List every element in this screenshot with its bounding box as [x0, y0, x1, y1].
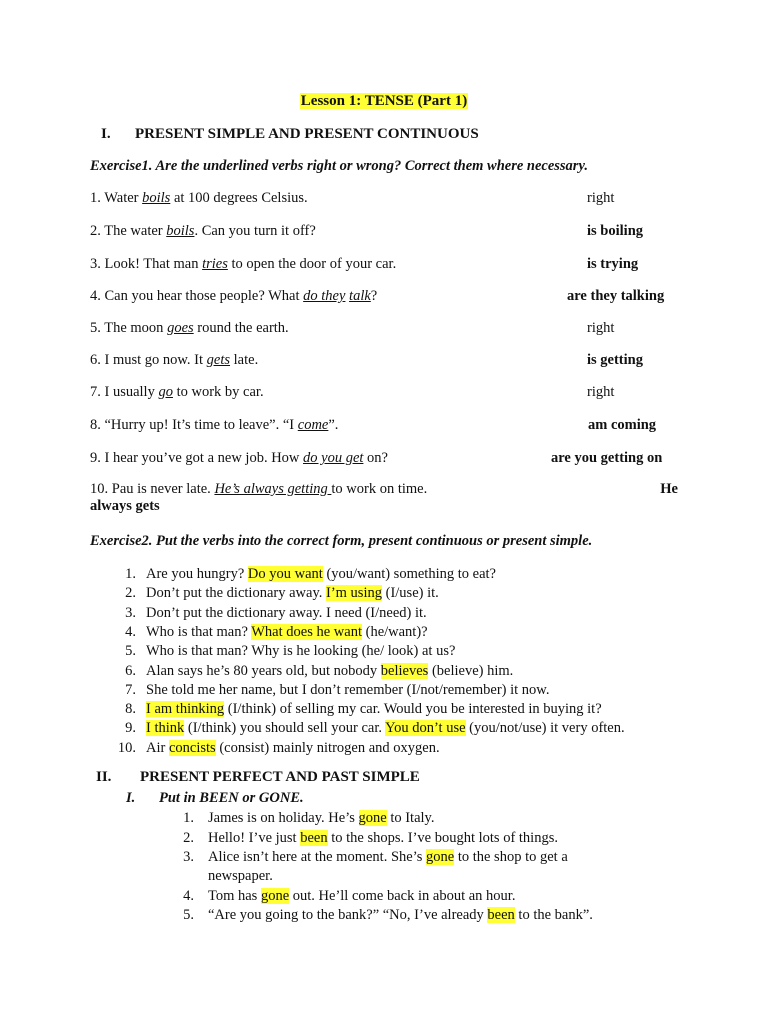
highlighted-answer: You don’t use: [385, 720, 466, 737]
highlighted-answer: I think: [146, 720, 185, 737]
underlined-verb: talk: [349, 288, 371, 304]
item-text: Who is that man?: [146, 623, 252, 640]
section-1-roman: I.: [101, 126, 111, 142]
exercise-1-item: [90, 223, 316, 240]
exercise-2-item: [112, 701, 602, 718]
highlighted-answer: been: [300, 830, 328, 846]
lesson-title: Lesson 1: TENSE (Part 1): [300, 93, 468, 109]
exercise-1-answer: am coming: [588, 417, 657, 433]
exercise-1-item: [90, 288, 377, 305]
item-text: 4. Can you hear those people? What: [90, 288, 304, 304]
exercise-2-item: [112, 720, 625, 737]
section-2-roman: II.: [96, 769, 112, 785]
item-number: 2.: [183, 830, 194, 846]
item-text: Who is that man? Why is he looking (he/ look) at us?: [146, 643, 456, 660]
exercise-1-item: [90, 450, 388, 467]
highlighted-answer: I am thinking: [146, 701, 225, 718]
underlined-verb: tries: [202, 256, 228, 272]
exercise-3-heading: Put in BEEN or GONE.: [159, 790, 304, 806]
exercise-1-answer: is trying: [587, 256, 639, 272]
item-number: 3.: [125, 604, 136, 621]
highlighted-answer: gone: [260, 888, 290, 904]
exercise-1-item-10: 10. Pau is never late. He’s always getting to work on time. He always gets: [90, 481, 678, 514]
section-1-heading: PRESENT SIMPLE AND PRESENT CONTINUOUS: [135, 126, 479, 142]
item-text: Are you hungry?: [146, 566, 248, 582]
item-text: Alice isn’t here at the moment. She’s: [208, 849, 426, 865]
exercise-1-answer-10b: always gets: [90, 498, 160, 514]
exercise-1-item: [90, 417, 338, 434]
item-text: Don’t put the dictionary away.: [146, 585, 326, 602]
item-number: 4.: [183, 888, 194, 904]
item-text: 7. I usually: [90, 384, 159, 400]
highlighted-answer: What does he want: [251, 623, 362, 640]
exercise-1-item: [90, 320, 289, 337]
item-text: 2. The water: [90, 223, 167, 239]
exercise-2-item: [112, 624, 428, 641]
highlighted-answer: gone: [358, 810, 387, 826]
item-text: (I/think) of selling my car. Would you be interested in buying it?: [224, 701, 602, 718]
highlighted-answer: Do you want: [247, 566, 323, 582]
item-text: 8. “Hurry up! It’s time to leave”. “I: [90, 417, 298, 433]
exercise-1-answer: right: [587, 190, 615, 206]
exercise-1-answer-10a: He: [660, 481, 678, 497]
item-text: Air: [146, 739, 169, 756]
item-text: round the earth.: [193, 320, 289, 336]
item-number: 10.: [117, 739, 136, 756]
item-text: “Are you going to the bank?” “No, I’ve already: [208, 907, 488, 923]
item-text: (you/want) something to eat?: [322, 566, 496, 582]
item-text: on?: [363, 450, 388, 466]
exercise-2-item: [112, 663, 513, 680]
item-text: out. He’ll come back in about an hour.: [289, 888, 516, 904]
exercise-1-answer: is getting: [587, 352, 643, 368]
item-text: . Can you turn it off?: [194, 223, 316, 239]
item-text: ?: [370, 288, 378, 304]
item-text: ”.: [328, 417, 339, 433]
exercise-3-item: [180, 849, 568, 866]
exercise-2-item: [112, 566, 496, 583]
exercise-3-roman: I.: [126, 790, 136, 806]
item-number: 7.: [125, 681, 136, 698]
item-text: 9. I hear you’ve got a new job. How: [90, 450, 304, 466]
exercise-1-item: [90, 384, 264, 401]
underlined-verb: goes: [167, 320, 194, 336]
item-text: 1. Water: [90, 190, 143, 206]
item-number: 4.: [125, 623, 136, 640]
item-text: Tom has: [208, 888, 261, 904]
exercise-1-item: [90, 352, 258, 369]
underlined-verb: go: [158, 384, 173, 400]
exercise-2-item: [112, 740, 440, 757]
item-number: 2.: [125, 585, 136, 602]
item-text: Alan says he’s 80 years old, but nobody: [146, 662, 381, 679]
exercise-3-item-continuation: newspaper.: [208, 868, 273, 884]
exercise-1-item: [90, 190, 308, 207]
item-number: 6.: [125, 662, 136, 679]
item-text: (he/want)?: [361, 623, 428, 640]
item-number: 1.: [183, 810, 194, 826]
exercise-2-item: [112, 643, 455, 660]
item-number: 5.: [125, 643, 136, 660]
item-number: 9.: [125, 720, 136, 737]
highlighted-answer: I’m using: [326, 585, 382, 602]
exercise-1-answer: are you getting on: [551, 450, 663, 466]
highlighted-answer: believes: [380, 662, 429, 679]
section-2-heading: PRESENT PERFECT AND PAST SIMPLE: [140, 769, 420, 785]
underlined-verb: do you get: [303, 450, 364, 466]
item-text: (you/not/use) it very often.: [465, 720, 625, 737]
exercise-3-item: [180, 888, 515, 905]
exercise-1-answer: right: [587, 384, 615, 400]
item-text: Don’t put the dictionary away. I need (I/need) it.: [146, 604, 427, 621]
item-text: She told me her name, but I don’t remember (I/not/remember) it now.: [146, 681, 550, 698]
underlined-verb: do they: [303, 288, 346, 304]
underlined-verb: gets: [206, 352, 231, 368]
underlined-verb: boils: [166, 223, 195, 239]
exercise-3-item: [180, 830, 558, 847]
item-text: to the shops. I’ve bought lots of things.: [327, 830, 558, 846]
exercise-3-item: [180, 907, 593, 924]
item-text: 6. I must go now. It: [90, 352, 207, 368]
item-text: 5. The moon: [90, 320, 168, 336]
item-number: 5.: [183, 907, 194, 923]
highlighted-answer: been: [487, 907, 515, 923]
exercise-1-item: [90, 256, 396, 273]
item-number: 3.: [183, 849, 194, 865]
exercise-1-heading: Exercise1. Are the underlined verbs right or wrong? Correct them where necessary.: [90, 158, 588, 174]
exercise-2-item: [112, 585, 439, 602]
exercise-2-item: [112, 605, 427, 622]
item-text: to Italy.: [386, 810, 435, 826]
highlighted-answer: gone: [426, 849, 455, 865]
item-number: 8.: [125, 701, 136, 718]
item-text: (believe) him.: [428, 662, 514, 679]
item-text: late.: [230, 352, 259, 368]
item-text: to open the door of your car.: [227, 256, 397, 272]
exercise-1-answer: are they talking: [567, 288, 665, 304]
highlighted-answer: concists: [168, 739, 216, 756]
exercise-3-item: [180, 810, 434, 827]
item-number: 1.: [125, 566, 136, 582]
item-text: Hello! I’ve just: [208, 830, 301, 846]
item-text: to the shop to get a: [454, 849, 568, 865]
exercise-1-answer: right: [587, 320, 615, 336]
exercise-2-item: [112, 682, 549, 699]
item-text: 3. Look! That man: [90, 256, 203, 272]
item-text: to the bank”.: [514, 907, 593, 923]
underlined-verb: boils: [142, 190, 171, 206]
item-text: James is on holiday. He’s: [208, 810, 359, 826]
item-text: to work by car.: [172, 384, 264, 400]
exercise-2-heading: Exercise2. Put the verbs into the correct form, present continuous or present simple.: [90, 533, 593, 549]
underlined-verb: come: [297, 417, 329, 433]
item-text: at 100 degrees Celsius.: [170, 190, 308, 206]
item-text: (I/think) you should sell your car.: [184, 720, 386, 737]
item-text: (I/use) it.: [381, 585, 439, 602]
item-text: (consist) mainly nitrogen and oxygen.: [215, 739, 440, 756]
exercise-1-answer: is boiling: [587, 223, 644, 239]
